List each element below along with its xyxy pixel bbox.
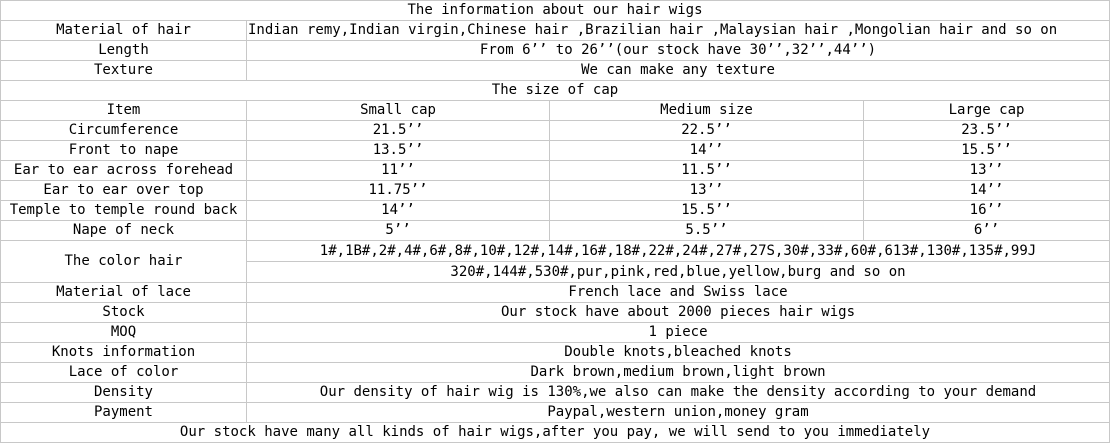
size-row-label: Temple to temple round back	[1, 201, 247, 221]
size-of-cap-heading: The size of cap	[1, 81, 1110, 101]
knots-value: Double knots,bleached knots	[247, 343, 1110, 363]
payment-value: Paypal,western union,money gram	[247, 403, 1110, 423]
size-header-item: Item	[1, 101, 247, 121]
material-of-hair-value: Indian remy,Indian virgin,Chinese hair ,Brazilian hair ,Malaysian hair ,Mongolian hair and so on	[247, 21, 1110, 41]
table-row	[1, 221, 1110, 241]
length-label: Length	[1, 41, 247, 61]
table-row	[1, 141, 1110, 161]
size-row-medium: 15.5’’	[550, 201, 864, 221]
size-header-medium: Medium size	[550, 101, 864, 121]
size-row-large: 15.5’’	[864, 141, 1110, 161]
size-row-label: Ear to ear over top	[1, 181, 247, 201]
payment-label: Payment	[1, 403, 247, 423]
size-row-small: 5’’	[247, 221, 550, 241]
size-row-label: Circumference	[1, 121, 247, 141]
size-row-medium: 5.5’’	[550, 221, 864, 241]
table-row	[1, 181, 1110, 201]
moq-value: 1 piece	[247, 323, 1110, 343]
size-row-label: Front to nape	[1, 141, 247, 161]
texture-label: Texture	[1, 61, 247, 81]
size-row-label: Ear to ear across forehead	[1, 161, 247, 181]
material-of-hair-label: Material of hair	[1, 21, 247, 41]
footer-note: Our stock have many all kinds of hair wigs,after you pay, we will send to you immediately	[1, 423, 1110, 443]
moq-label: MOQ	[1, 323, 247, 343]
size-header-large: Large cap	[864, 101, 1110, 121]
lace-color-label: Lace of color	[1, 363, 247, 383]
lace-color-value: Dark brown,medium brown,light brown	[247, 363, 1110, 383]
size-row-small: 11.75’’	[247, 181, 550, 201]
table-title: The information about our hair wigs	[1, 1, 1110, 21]
table-row	[1, 201, 1110, 221]
material-of-lace-label: Material of lace	[1, 283, 247, 303]
size-row-small: 14’’	[247, 201, 550, 221]
size-row-large: 23.5’’	[864, 121, 1110, 141]
size-row-small: 11’’	[247, 161, 550, 181]
size-row-small: 21.5’’	[247, 121, 550, 141]
stock-label: Stock	[1, 303, 247, 323]
density-value: Our density of hair wig is 130%,we also can make the density according to your demand	[247, 383, 1110, 403]
stock-value: Our stock have about 2000 pieces hair wigs	[247, 303, 1110, 323]
size-row-medium: 11.5’’	[550, 161, 864, 181]
size-row-medium: 13’’	[550, 181, 864, 201]
table-row	[1, 121, 1110, 141]
density-label: Density	[1, 383, 247, 403]
size-header-small: Small cap	[247, 101, 550, 121]
size-row-medium: 14’’	[550, 141, 864, 161]
table-row	[1, 161, 1110, 181]
size-row-large: 14’’	[864, 181, 1110, 201]
length-value: From 6’’ to 26’’(our stock have 30’’,32’’,44’’)	[247, 41, 1110, 61]
size-row-large: 6’’	[864, 221, 1110, 241]
knots-label: Knots information	[1, 343, 247, 363]
size-row-medium: 22.5’’	[550, 121, 864, 141]
color-hair-line-1: 1#,1B#,2#,4#,6#,8#,10#,12#,14#,16#,18#,22#,24#,27#,27S,30#,33#,60#,613#,130#,135#,99J	[247, 241, 1110, 262]
texture-value: We can make any texture	[247, 61, 1110, 81]
size-row-large: 13’’	[864, 161, 1110, 181]
color-hair-line-2: 320#,144#,530#,pur,pink,red,blue,yellow,burg and so on	[247, 262, 1110, 283]
size-row-small: 13.5’’	[247, 141, 550, 161]
color-hair-label: The color hair	[1, 241, 247, 283]
material-of-lace-value: French lace and Swiss lace	[247, 283, 1110, 303]
size-row-large: 16’’	[864, 201, 1110, 221]
size-row-label: Nape of neck	[1, 221, 247, 241]
